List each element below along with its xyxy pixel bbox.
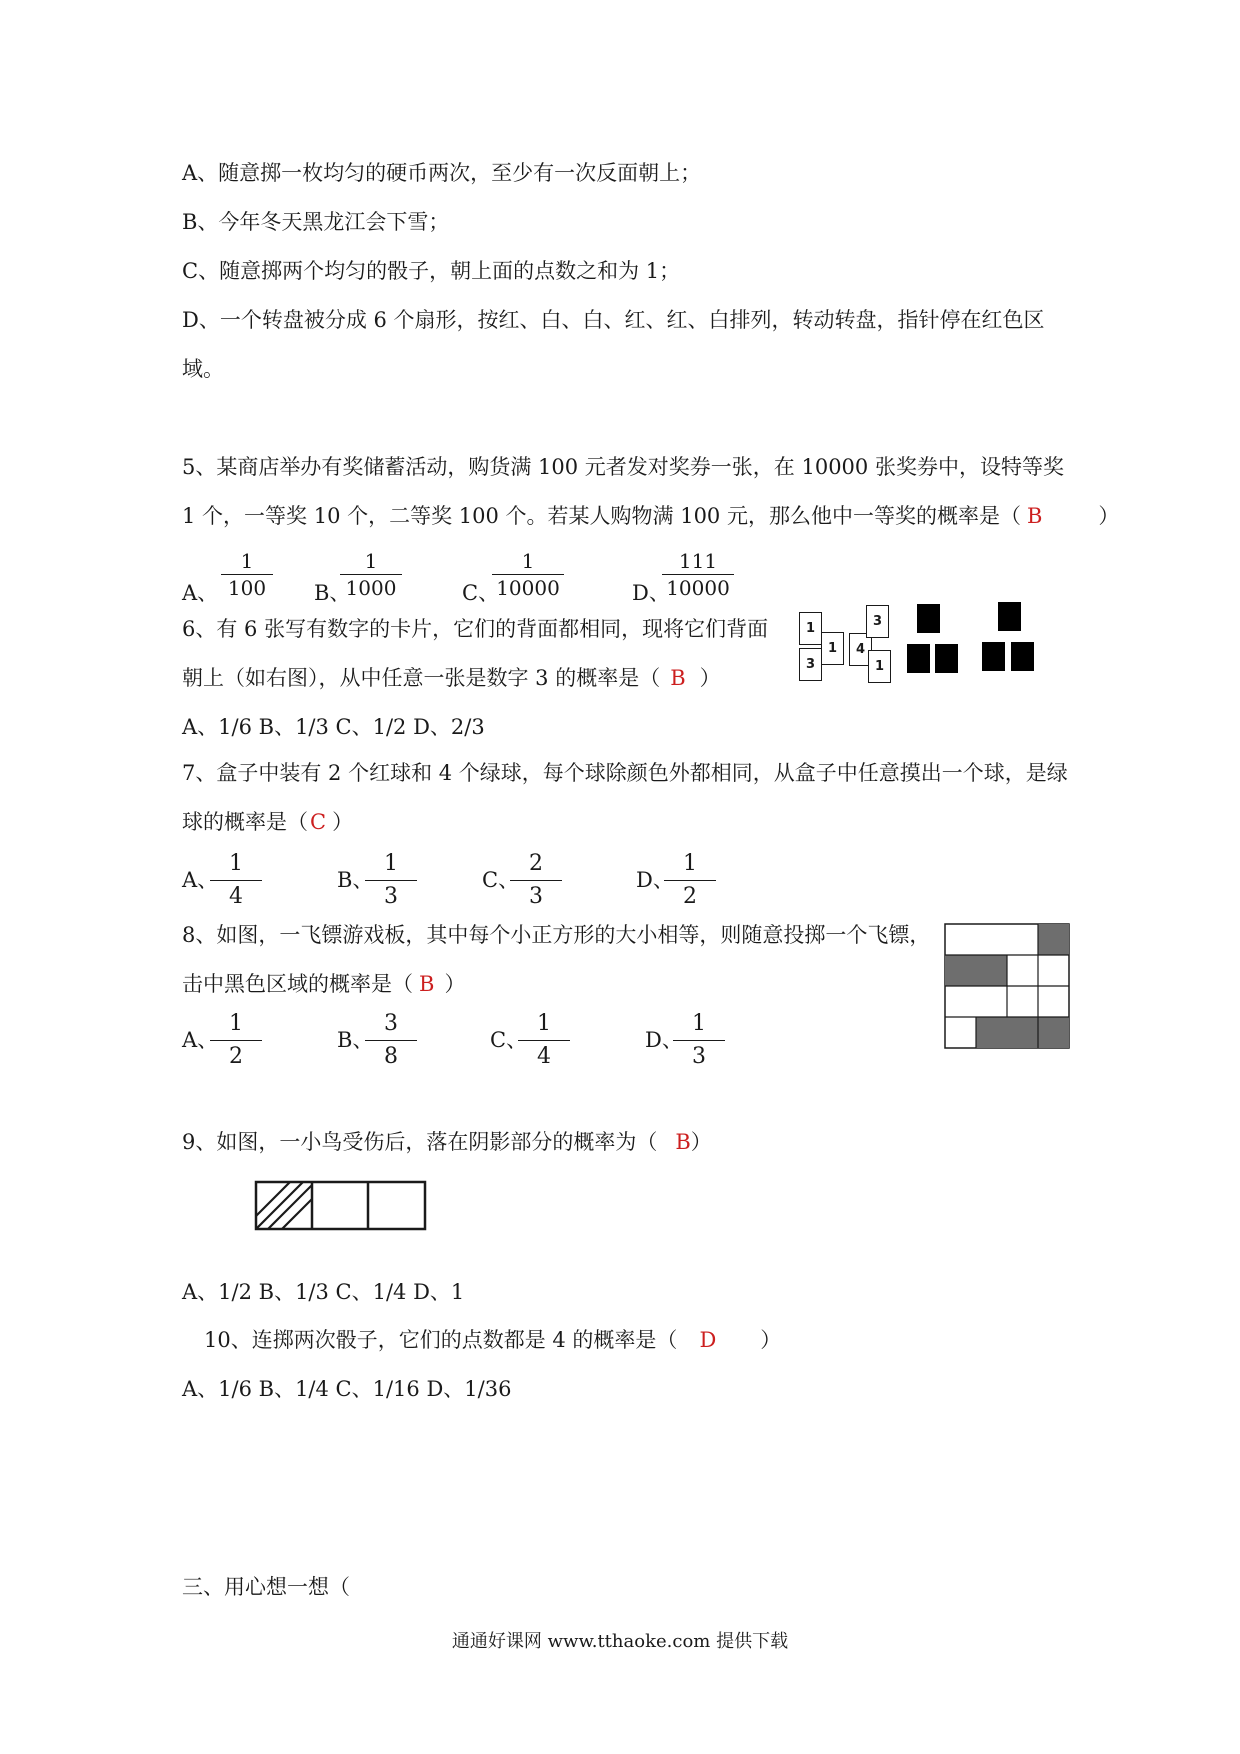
q8-answer: B <box>419 972 435 996</box>
q5-text-line1: 5、某商店举办有奖储蓄活动，购货满 100 元者发对奖券一张，在 10000 张奖券中，设特等奖 <box>182 455 1064 479</box>
q5-option-b-label: B、 <box>314 581 351 605</box>
q8-option-d-fraction: $\frac{1}{3}$ <box>673 1008 725 1073</box>
card: 1 <box>821 632 844 665</box>
q9-text-line1: 9、如图，一小鸟受伤后，落在阴影部分的概率为（ B） <box>182 1130 712 1154</box>
shaded-region <box>976 1017 1069 1048</box>
card: 3 <box>799 648 822 681</box>
q5-option-c-label: C、 <box>462 581 500 605</box>
q6-answer: B <box>670 666 686 690</box>
q7-option-d-fraction: $\frac{1}{2}$ <box>664 848 716 913</box>
q4-option-d-cont: 域。 <box>182 357 224 381</box>
q5-option-a-label: A、 <box>182 581 219 605</box>
q4-option-c: C、随意掷两个均匀的骰子，朝上面的点数之和为 1； <box>182 259 681 283</box>
q8-option-c-fraction: $\frac{1}{4}$ <box>518 1008 570 1073</box>
q5-option-d-fraction: $\frac{111}{10000}$ <box>662 548 734 601</box>
q9-options: A、1/2 B、1/3 C、1/4 D、1 <box>182 1280 465 1304</box>
q6-text-line2: 朝上（如右图），从中任意一张是数字 3 的概率是（ B ） <box>182 666 721 690</box>
q6-options: A、1/6 B、1/3 C、1/2 D、2/3 <box>182 715 485 739</box>
q7-option-d-label: D、 <box>636 868 674 892</box>
q7-option-c-fraction: $\frac{2}{3}$ <box>510 848 562 913</box>
q8-option-b-label: B、 <box>337 1028 374 1052</box>
q8-text-line2: 击中黑色区域的概率是（ B ） <box>182 972 466 996</box>
q7-option-c-label: C、 <box>482 868 520 892</box>
q4-option-b: B、今年冬天黑龙江会下雪； <box>182 210 450 234</box>
q7-text-line1: 7、盒子中装有 2 个红球和 4 个绿球，每个球除颜色外都相同，从盒子中任意摸出一个球，是绿 <box>182 761 1068 785</box>
q8-option-a-fraction: $\frac{1}{2}$ <box>210 1008 262 1073</box>
card-back <box>907 644 930 673</box>
q7-answer: C <box>310 810 327 834</box>
q8-option-a-label: A、 <box>182 1028 219 1052</box>
page-footer: 通通好课网 www.tthaoke.com 提供下载 <box>451 1631 789 1652</box>
card-back <box>982 642 1005 671</box>
q5-text-line2: 1 个，一等奖 10 个，二等奖 100 个。若某人购物满 100 元，那么他中一等奖的概率是（ B ） <box>182 504 1120 528</box>
shaded-region <box>1038 924 1069 955</box>
card: 4 <box>849 633 872 666</box>
card-back <box>1011 642 1034 671</box>
section-3-title: 三、用心想一想（ <box>182 1575 350 1599</box>
q10-options: A、1/6 B、1/4 C、1/16 D、1/36 <box>182 1377 512 1401</box>
q7-option-a-label: A、 <box>182 868 219 892</box>
q6-text-line1: 6、有 6 张写有数字的卡片，它们的背面都相同，现将它们背面 <box>182 617 769 641</box>
q8-option-c-label: C、 <box>490 1028 528 1052</box>
q9-answer: B <box>675 1130 691 1154</box>
q8-option-b-fraction: $\frac{3}{8}$ <box>365 1008 417 1073</box>
bird-rectangle-figure <box>254 1180 428 1232</box>
q7-option-a-fraction: $\frac{1}{4}$ <box>210 848 262 913</box>
q7-text-line2: 球的概率是（C ） <box>182 810 354 834</box>
shaded-region <box>945 955 1007 986</box>
q5-answer: B <box>1026 504 1043 528</box>
card-back <box>998 602 1021 631</box>
q8-option-d-label: D、 <box>645 1028 683 1052</box>
q5-option-a-fraction: $\frac{1}{100}$ <box>221 548 273 601</box>
q7-option-b-label: B、 <box>337 868 374 892</box>
q5-option-d-label: D、 <box>632 581 670 605</box>
q4-option-a: A、随意掷一枚均匀的硬币两次，至少有一次反面朝上； <box>182 161 702 185</box>
q4-option-d: D、一个转盘被分成 6 个扇形，按红、白、白、红、红、白排列，转动转盘，指针停在红色区 <box>182 308 1045 332</box>
card-back <box>917 604 940 633</box>
q5-option-b-fraction: $\frac{1}{1000}$ <box>340 548 402 601</box>
dartboard-figure <box>944 923 1070 1051</box>
q7-option-b-fraction: $\frac{1}{3}$ <box>365 848 417 913</box>
q8-text-line1: 8、如图，一飞镖游戏板，其中每个小正方形的大小相等，则随意投掷一个飞镖， <box>182 923 931 947</box>
card: 1 <box>799 612 822 645</box>
q5-option-c-fraction: $\frac{1}{10000}$ <box>492 548 564 601</box>
card-back <box>935 644 958 673</box>
card: 1 <box>868 650 891 683</box>
card: 3 <box>866 605 889 638</box>
q10-text-line1: 10、连掷两次骰子，它们的点数都是 4 的概率是（ D ） <box>204 1328 782 1352</box>
q10-answer: D <box>699 1328 717 1352</box>
